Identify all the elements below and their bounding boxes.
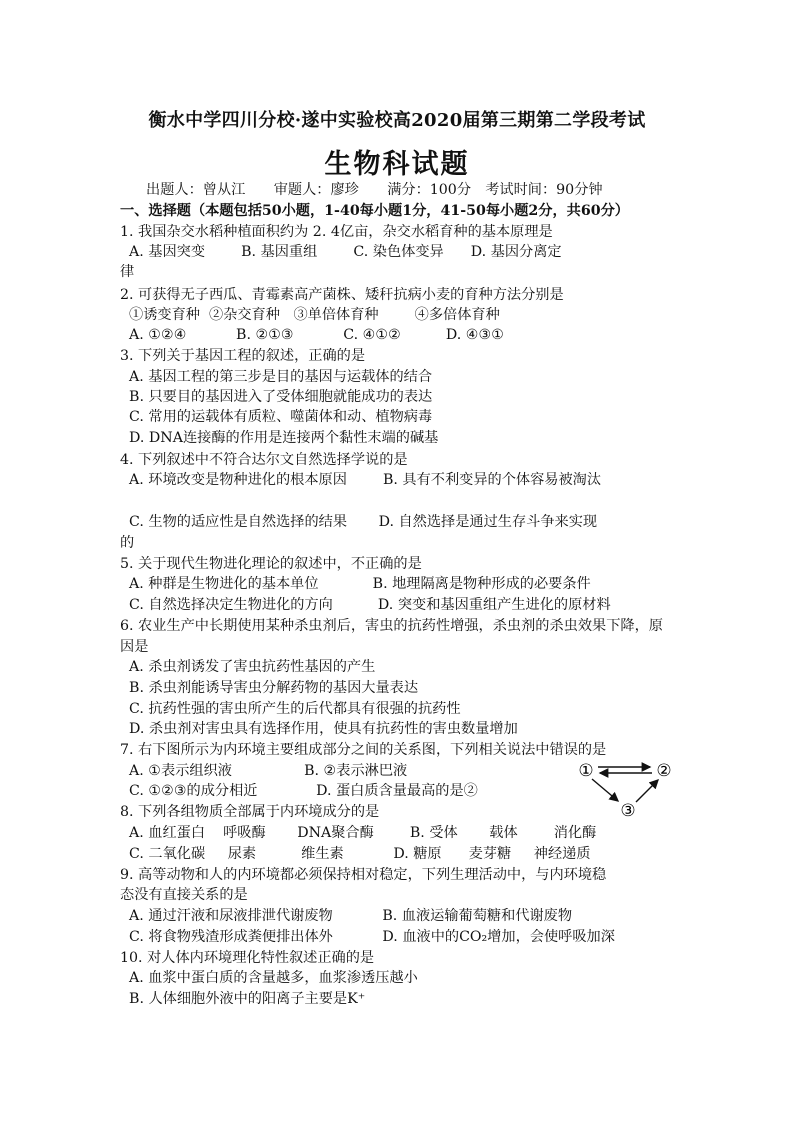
option-line: C. 自然选择决定生物进化的方向 D. 突变和基因重组产生进化的原材料 [120,597,611,613]
body-fluid-diagram [574,758,684,822]
option-line: B. 只要目的基因进入了受体细胞就能成功的表达 [120,389,433,405]
option-line: A. 杀虫剂诱发了害虫抗药性基因的产生 [120,659,376,675]
option-line: C. 生物的适应性是自然选择的结果 D. 自然选择是通过生存斗争来实现 [120,514,598,530]
subject-title: 生物科试题 [324,149,470,180]
option-line: D. DNA连接酶的作用是连接两个黏性末端的碱基 [120,430,439,446]
section-heading: 一、选择题（本题包括50小题，1-40每小题1分，41-50每小题2分，共60分） [120,203,629,219]
question-line: 6. 农业生产中长期使用某种杀虫剂后，害虫的抗药性增强，杀虫剂的杀虫效果下降，原 [120,618,663,634]
arrow-3-to-2 [636,780,658,802]
question-line: 3. 下列关于基因工程的叙述，正确的是 [120,348,366,364]
option-line: A. 基因突变 B. 基因重组 C. 染色体变异 D. 基因分离定 [120,244,562,260]
option-line: A. 环境改变是物种进化的根本原因 B. 具有不利变异的个体容易被淘汰 [120,472,602,488]
option-line: A. ①②④ B. ②①③ C. ④①② D. ④③① [120,327,504,343]
node-2-label: ② [656,761,672,781]
question-line: 4. 下列叙述中不符合达尔文自然选择学说的是 [120,452,408,468]
question-line: 因是 [120,639,149,655]
question-line: 7. 右下图所示为内环境主要组成部分之间的关系图，下列相关说法中错误的是 [120,742,607,758]
question-line: 5. 关于现代生物进化理论的叙述中，不正确的是 [120,556,422,572]
option-line: A. 种群是生物进化的基本单位 B. 地理隔离是物种形成的必要条件 [120,576,591,592]
arrow-1-to-3 [592,779,618,801]
exam-meta: 出题人：曾从江 审题人：廖珍 满分：100分 考试时间：90分钟 [146,182,603,198]
question-line: 8. 下列各组物质全部属于内环境成分的是 [120,804,380,820]
node-1-label: ① [578,761,594,781]
option-line: C. 二氧化碳 尿素 维生素 D. 糖原 麦芽糖 神经递质 [120,846,591,862]
question-line: 的 [120,535,135,551]
question-line: 态没有直接关系的是 [120,887,248,903]
option-line: B. 人体细胞外液中的阳离子主要是K⁺ [120,991,366,1007]
option-line: C. 常用的运载体有质粒、噬菌体和动、植物病毒 [120,409,433,425]
node-3-label: ③ [620,801,636,821]
question-line: 1. 我国杂交水稻种植面积约为 2. 4亿亩，杂交水稻育种的基本原理是 [120,224,553,240]
option-line: ①诱变育种 ②杂交育种 ③单倍体育种 ④多倍体育种 [120,307,500,323]
option-line: A. ①表示组织液 B. ②表示淋巴液 [120,763,408,779]
option-line: A. 通过汗液和尿液排泄代谢废物 B. 血液运输葡萄糖和代谢废物 [120,908,573,924]
option-line: C. ①②③的成分相近 D. 蛋白质含量最高的是② [120,783,478,799]
option-line: A. 血浆中蛋白质的含量越多，血浆渗透压越小 [120,970,418,986]
question-line: 9. 高等动物和人的内环境都必须保持相对稳定，下列生理活动中，与内环境稳 [120,867,607,883]
exam-title: 衡水中学四川分校·遂中实验校高2020届第三期第二学段考试 [148,110,646,131]
option-line: A. 血红蛋白 呼吸酶 DNA聚合酶 B. 受体 载体 消化酶 [120,825,597,841]
option-line: A. 基因工程的第三步是目的基因与运载体的结合 [120,369,433,385]
option-line: C. 抗药性强的害虫所产生的后代都具有很强的抗药性 [120,701,461,717]
option-line: C. 将食物残渣形成粪便排出体外 D. 血液中的CO₂增加，会使呼吸加深 [120,929,615,945]
option-line: B. 杀虫剂能诱导害虫分解药物的基因大量表达 [120,680,419,696]
question-line: 10. 对人体内环境理化特性叙述正确的是 [120,950,375,966]
option-line: D. 杀虫剂对害虫具有选择作用，使具有抗药性的害虫数量增加 [120,721,518,737]
question-line: 律 [120,264,135,280]
question-line: 2. 可获得无子西瓜、青霉素高产菌株、矮秆抗病小麦的育种方法分别是 [120,287,564,303]
